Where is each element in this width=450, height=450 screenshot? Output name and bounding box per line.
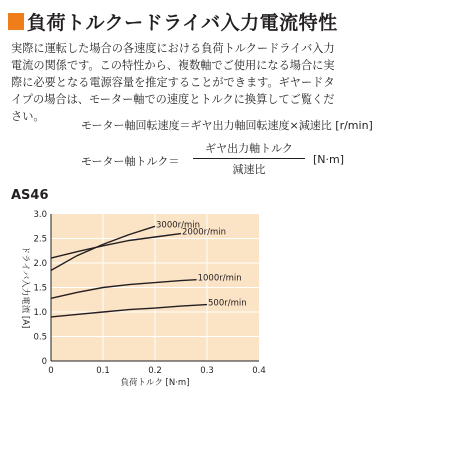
torque-unit: [N·m]: [313, 153, 345, 166]
torque-formula-lhs: モーター軸トルク＝: [81, 155, 180, 168]
y-tick-label: 3.0: [33, 210, 47, 220]
x-tick-label: 0.4: [252, 366, 266, 376]
x-tick-label: 0.2: [148, 366, 162, 376]
y-tick-label: 1.0: [33, 308, 47, 318]
series-label: 3000r/min: [156, 220, 201, 231]
x-tick-label: 0: [48, 366, 54, 376]
description-line: さい。: [11, 110, 45, 123]
description-line: 際に必要となる電源容量を推定することができます。ギヤードタ: [11, 76, 335, 89]
description-line: 実際に運転した場合の各速度における負荷トルクードライバ入力: [11, 42, 335, 55]
torque-denominator: 減速比: [232, 163, 266, 176]
description-line: イプの場合は、モーター軸での速度とトルクに換算してご覧くだ: [11, 93, 335, 106]
y-tick-label: 2.0: [33, 259, 47, 269]
y-tick-label: 1.5: [33, 283, 47, 294]
y-tick-label: 2.5: [33, 234, 47, 245]
x-tick-label: 0.1: [96, 366, 110, 376]
torque-numerator: ギヤ出力軸トルク: [205, 142, 293, 155]
page-title: 負荷トルクードライバ入力電流特性: [27, 11, 338, 34]
speed-formula: モーター軸回転速度＝ギヤ出力軸回転速度×減速比 [r/min]: [81, 119, 373, 132]
y-axis-label: ドライバ入力電流 [A]: [20, 245, 30, 329]
model-name: AS46: [11, 188, 49, 203]
description-line: 電流の関係です。この特性から、複数軸でご使用になる場合に実: [11, 59, 335, 72]
x-axis-label: 負荷トルク [N·m]: [120, 378, 190, 388]
y-tick-label: 0: [41, 357, 47, 367]
series-label: 2000r/min: [182, 227, 227, 238]
x-tick-label: 0.3: [200, 366, 214, 376]
series-label: 500r/min: [208, 298, 247, 309]
series-label: 1000r/min: [197, 273, 242, 284]
y-tick-label: 0.5: [33, 332, 47, 343]
